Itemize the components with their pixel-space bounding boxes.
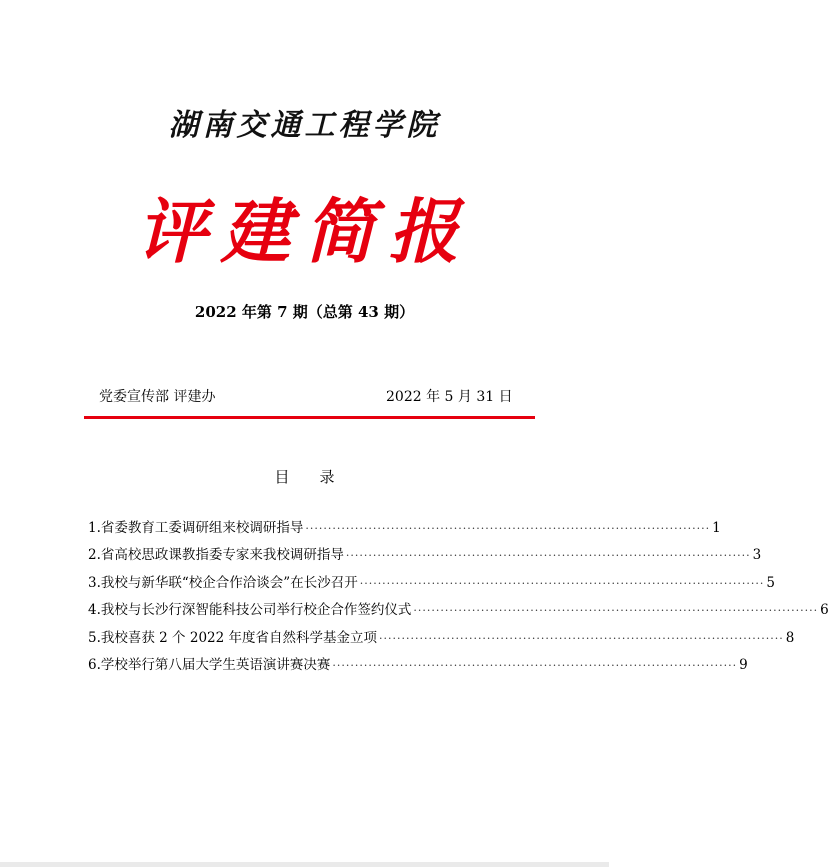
- toc-entry-2[interactable]: [88, 546, 762, 573]
- issue-number: 2022 年第 7 期（总第 43 期）: [194, 303, 415, 321]
- toc-leader-dots: ··························································································: [332, 658, 738, 672]
- toc-entry-title: 学校举行第八届大学生英语演讲赛决赛: [100, 656, 331, 673]
- toc-leader-dots: ··························································································: [345, 549, 751, 563]
- toc-entry-number: 2.: [88, 547, 101, 564]
- toc-entry-title: 我校与新华联“校企合作洽谈会”在长沙召开: [100, 574, 358, 591]
- toc-entry-3[interactable]: [88, 574, 775, 601]
- toc-entry-page: 1: [712, 520, 721, 536]
- toc-leader-dots: ··························································································: [379, 631, 784, 645]
- table-of-contents: [88, 519, 829, 683]
- toc-entry-title: 省委教育工委调研组来校调研指导: [100, 520, 304, 536]
- toc-entry-title: 我校与长沙行深智能科技公司举行校企合作签约仪式: [100, 602, 412, 619]
- toc-entry-1[interactable]: [88, 519, 721, 546]
- toc-entry-4[interactable]: [88, 601, 829, 628]
- toc-entry-number: 6.: [88, 656, 101, 673]
- issuing-departments: 党委宣传部 评建办: [99, 389, 216, 405]
- toc-entry-page: 9: [739, 656, 748, 673]
- toc-entry-number: 1.: [88, 520, 101, 536]
- toc-entry-number: 5.: [88, 629, 101, 646]
- red-divider-line: [84, 416, 535, 419]
- toc-heading: 目录: [274, 468, 365, 486]
- publication-date: 2022 年 5 月 31 日: [386, 389, 513, 405]
- institution-name: 湖南交通工程学院: [168, 108, 441, 143]
- toc-leader-dots: ··························································································: [359, 576, 765, 590]
- toc-entry-number: 3.: [88, 574, 101, 591]
- toc-entry-page: 8: [785, 629, 795, 646]
- toc-entry-page: 6: [820, 602, 829, 619]
- toc-leader-dots: ··························································································: [413, 604, 819, 618]
- bulletin-title: 评建简报: [136, 190, 473, 273]
- toc-entry-page: 5: [766, 574, 775, 591]
- toc-entry-number: 4.: [88, 602, 101, 619]
- page-bottom-edge: [0, 862, 609, 867]
- toc-entry-page: 3: [752, 547, 762, 564]
- toc-entry-5[interactable]: [88, 629, 795, 656]
- toc-entry-title: 我校喜获 2 个 2022 年度省自然科学基金立项: [100, 629, 378, 646]
- toc-entry-6[interactable]: [88, 656, 748, 683]
- toc-entry-title: 省高校思政课教指委专家来我校调研指导: [100, 547, 344, 564]
- toc-leader-dots: ··························································································: [305, 522, 711, 535]
